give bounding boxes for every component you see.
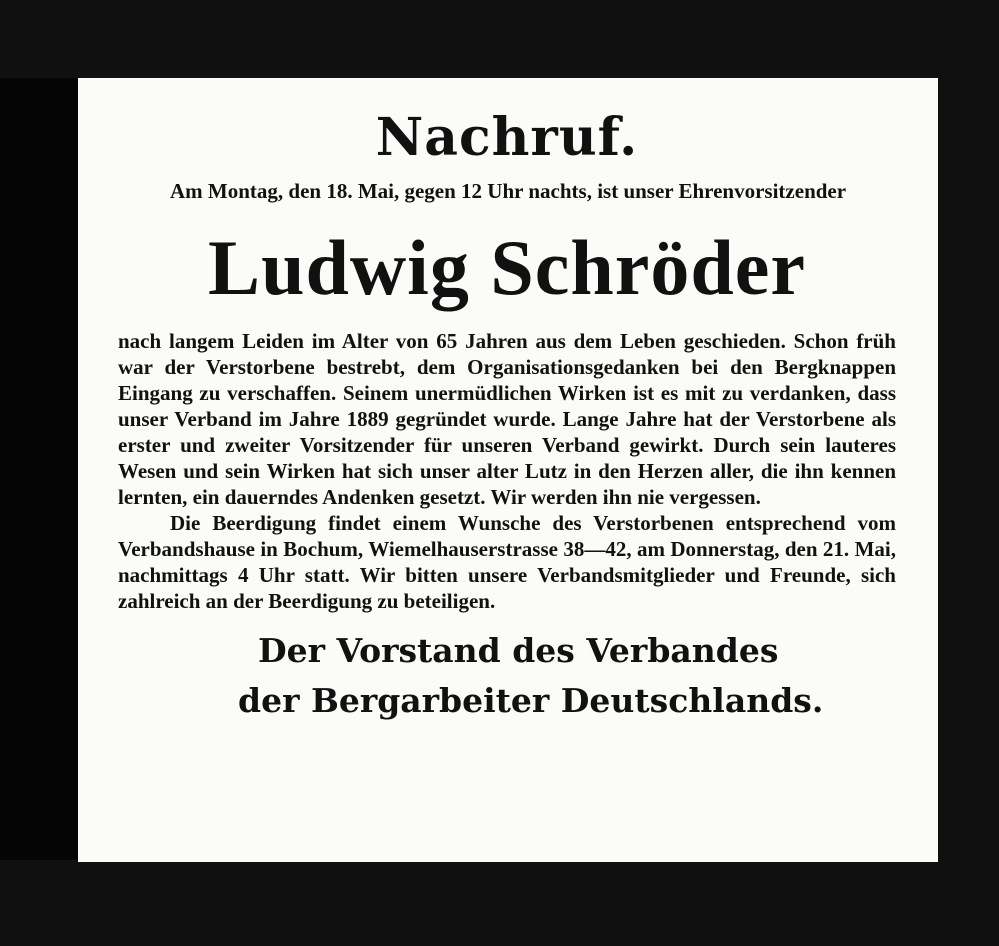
obituary-notice: [78, 78, 938, 862]
notice-title: Nachruf.: [375, 107, 639, 168]
scan-edge-shadow: [0, 78, 78, 860]
deceased-name: Ludwig Schröder: [208, 224, 806, 311]
signature-line-2: der Bergarbeiter Deutschlands.: [238, 681, 824, 720]
obituary-paragraph-1: nach langem Leiden im Alter von 65 Jahren aus dem Leben geschieden. Schon früh war der Verstorbene bestrebt, dem Organisationsgedanken bei den Bergknappen Eingang zu verschaffen. Seinem unermüdlichen Wirken ist es mit zu verdanken, dass unser Verband im Jahre 1889 gegründet wurde. Lange Jahre hat der Verstorbene als erster und zweiter Vorsitzender für unseren Verband gewirkt. Durch sein lauteres Wesen und sein Wirken hat sich unser alter Lutz in den Herzen aller, die ihn kennen lernten, ein dauerndes Andenken gesetzt. Wir werden ihn nie vergessen.: [118, 329, 896, 509]
funeral-paragraph: Die Beerdigung findet einem Wunsche des Verstorbenen entsprechend vom Verbandshause in Bochum, Wiemelhauserstrasse 38—42, am Donnerstag, den 21. Mai, nachmittags 4 Uhr statt. Wir bitten unsere Verbandsmitglieder und Freunde, sich zahlreich an der Beerdigung zu beteiligen.: [118, 511, 896, 613]
signature-block: [118, 626, 896, 726]
signature-line-1: Der Vorstand des Verbandes: [258, 631, 779, 670]
intro-text: Am Montag, den 18. Mai, gegen 12 Uhr nachts, ist unser Ehrenvorsitzender: [170, 179, 847, 203]
